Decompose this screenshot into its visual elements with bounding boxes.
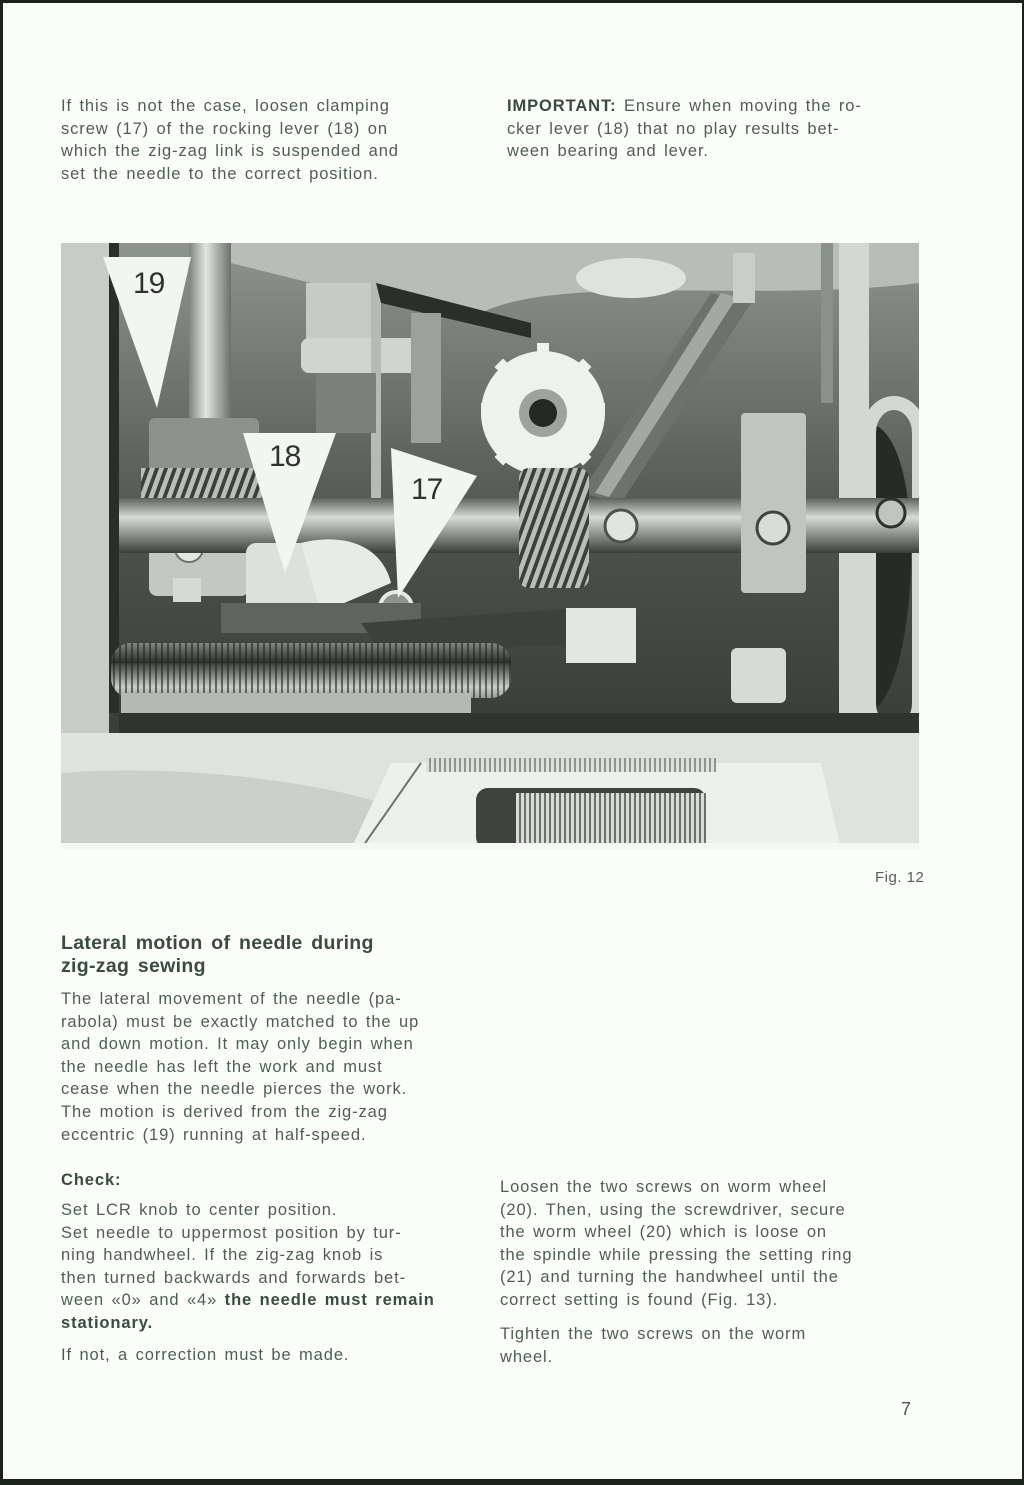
check-instructions: Set LCR knob to center position. Set needle to uppermost position by tur- ning handwheel. If the zig-zag knob is then turned backwards and forwards bet- ween «0» and «4» the needle must remain stationary. xyxy=(61,1199,481,1335)
emphasis-text: the needle must remain xyxy=(224,1291,435,1310)
text-line: (20). Then, using the screwdriver, secure xyxy=(500,1200,846,1219)
text-line: If this is not the case, loosen clamping xyxy=(61,97,390,115)
manual-page xyxy=(3,3,1022,1479)
text-line: The lateral movement of the needle (pa- xyxy=(61,990,402,1008)
top-left-paragraph xyxy=(61,95,471,185)
text-line: rabola) must be exactly matched to the up xyxy=(61,1012,420,1031)
text-line: screw (17) of the rocking lever (18) on xyxy=(61,119,388,138)
emphasis-text: stationary. xyxy=(61,1313,154,1332)
important-label: IMPORTANT: xyxy=(507,97,617,115)
text-line: eccentric (19) running at half-speed. xyxy=(61,1125,367,1144)
text-line: The motion is derived from the zig-zag xyxy=(61,1102,388,1121)
callout-number: 18 xyxy=(269,440,301,473)
intro-paragraph xyxy=(61,988,481,1146)
callout-number: 19 xyxy=(133,267,165,300)
callout-number: 17 xyxy=(411,473,443,506)
mechanism-photo-illustration xyxy=(61,243,919,849)
page-number: 7 xyxy=(901,1399,912,1419)
text-line: (21) and turning the handwheel until the xyxy=(500,1268,839,1287)
check-label: Check: xyxy=(61,1171,122,1189)
text-line: Tighten the two screws on the worm xyxy=(500,1325,807,1343)
text-line: set the needle to the correct position. xyxy=(61,164,379,183)
text-line: the needle has left the work and must xyxy=(61,1057,383,1076)
text-line: Ensure when moving the ro- xyxy=(616,97,862,115)
figure-caption: Fig. 12 xyxy=(875,869,925,886)
text-line: ween bearing and lever. xyxy=(507,142,709,161)
section-heading: Lateral motion of needle during zig-zag sewing xyxy=(61,932,374,977)
text-line: which the zig-zag link is suspended and xyxy=(61,142,399,161)
text-line: cker lever (18) that no play results bet- xyxy=(507,119,840,138)
text-line: correct setting is found (Fig. 13). xyxy=(500,1290,779,1309)
correction-note: If not, a correction must be made. xyxy=(61,1346,350,1364)
important-note xyxy=(507,95,927,163)
text-line: Set LCR knob to center position. xyxy=(61,1201,338,1219)
text-line: wheel. xyxy=(500,1347,554,1366)
text-line: the worm wheel (20) which is loose on xyxy=(500,1223,828,1242)
text-line: and down motion. It may only begin when xyxy=(61,1035,414,1054)
text-line: ning handwheel. If the zig-zag knob is xyxy=(61,1246,384,1265)
text-line: the spindle while pressing the setting ring xyxy=(500,1245,853,1264)
text-line: Loosen the two screws on worm wheel xyxy=(500,1178,827,1196)
figure-12-photo xyxy=(61,243,919,849)
text-line: then turned backwards and forwards bet- xyxy=(61,1268,407,1287)
text-line: Set needle to uppermost position by tur- xyxy=(61,1223,402,1242)
text-line: cease when the needle pierces the work. xyxy=(61,1080,408,1099)
tighten-instructions xyxy=(500,1323,930,1368)
worm-wheel-instructions xyxy=(500,1176,930,1312)
